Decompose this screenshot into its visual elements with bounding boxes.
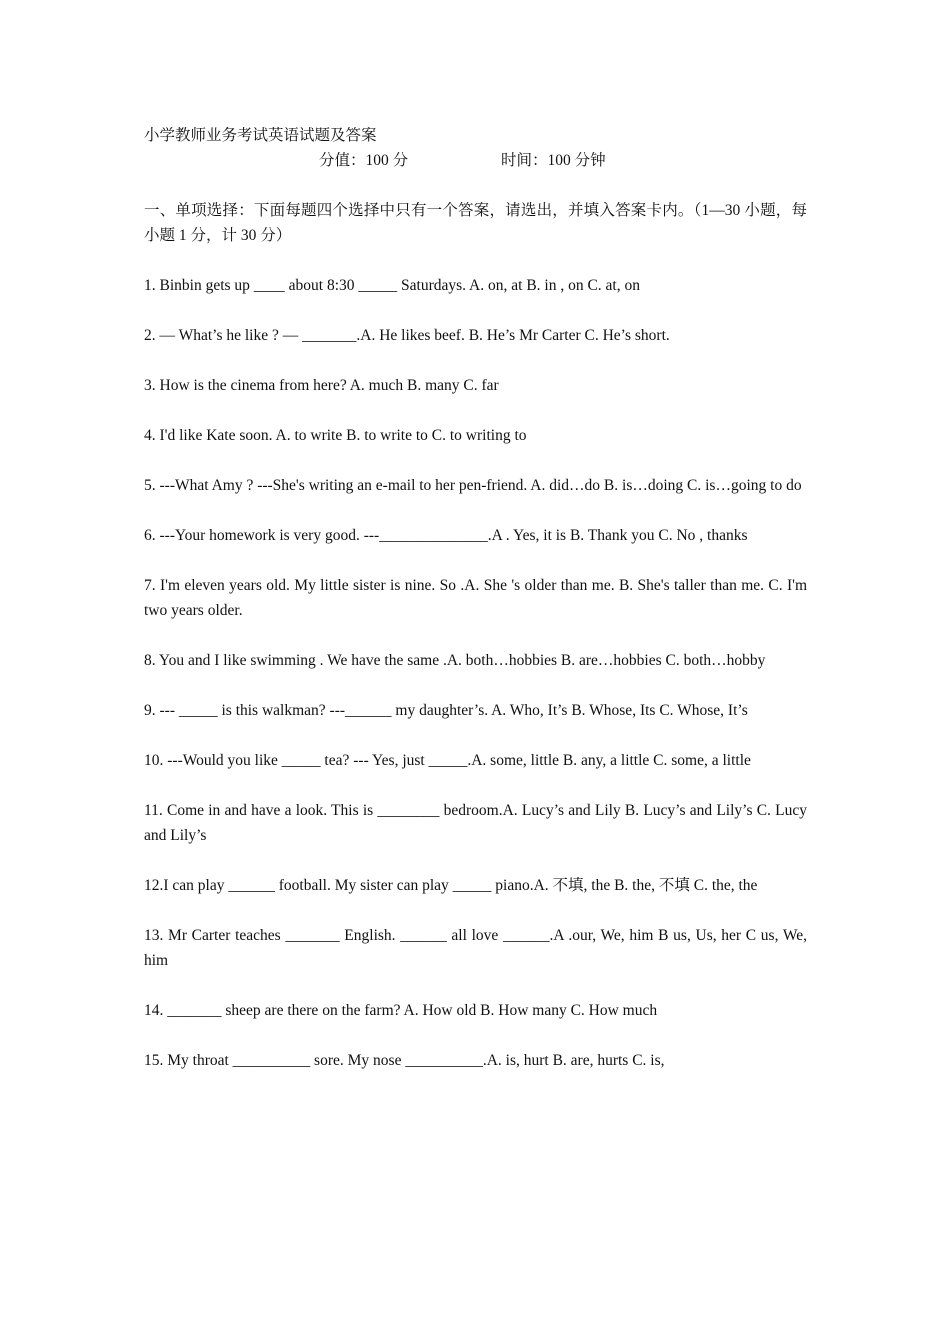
question-6: 6. ---Your homework is very good. ---______________.A . Yes, it is B. Thank you C. No , thanks — [144, 527, 748, 544]
question-15: 15. My throat __________ sore. My nose __________.A. is, hurt B. are, hurts C. is, — [144, 1052, 665, 1069]
document-page — [144, 123, 807, 1073]
question-5: 5. ---What Amy ? ---She's writing an e-mail to her pen-friend. A. did…do B. is…doing C. is…going to do — [144, 477, 802, 494]
question-10: 10. ---Would you like _____ tea? --- Yes, just _____.A. some, little B. any, a little C. some, a little — [144, 752, 751, 769]
question-2: 2. — What’s he like ? — _______.A. He likes beef. B. He’s Mr Carter C. He’s short. — [144, 327, 670, 344]
question-1: 1. Binbin gets up ____ about 8:30 _____ Saturdays. A. on, at B. in , on C. at, on — [144, 277, 640, 294]
question-13: 13. Mr Carter teaches _______ English. ______ all love ______.A .our, We, him B us, Us, her C us, We, him — [144, 927, 807, 969]
question-12: 12.I can play ______ football. My sister can play _____ piano.A. 不填, the B. the, 不填 C. the, the — [144, 877, 758, 894]
section-heading: 一、单项选择：下面每题四个选择中只有一个答案，请选出，并填入答案卡内。（1—30 小题，每小题 1 分，计 30 分） — [144, 202, 807, 244]
question-11: 11. Come in and have a look. This is ________ bedroom.A. Lucy’s and Lily B. Lucy’s and Lily’s C. Lucy and Lily’s — [144, 802, 807, 844]
time-text: 时间：100 分钟 — [501, 152, 606, 169]
question-14: 14. _______ sheep are there on the farm? A. How old B. How many C. How much — [144, 1002, 658, 1019]
question-9: 9. --- _____ is this walkman? ---______ my daughter’s. A. Who, It’s B. Whose, Its C. Whose, It’s — [144, 702, 748, 719]
document-title: 小学教师业务考试英语试题及答案 — [144, 127, 377, 144]
question-7: 7. I'm eleven years old. My little sister is nine. So .A. She 's older than me. B. She's taller than me. C. I'm two years older. — [144, 577, 807, 619]
question-8: 8. You and I like swimming . We have the same .A. both…hobbies B. are…hobbies C. both…hobby — [144, 652, 766, 669]
question-4: 4. I'd like Kate soon. A. to write B. to write to C. to writing to — [144, 427, 527, 444]
question-3: 3. How is the cinema from here? A. much B. many C. far — [144, 377, 499, 394]
score-text: 分值：100 分 — [319, 152, 409, 169]
exam-meta — [144, 148, 807, 173]
